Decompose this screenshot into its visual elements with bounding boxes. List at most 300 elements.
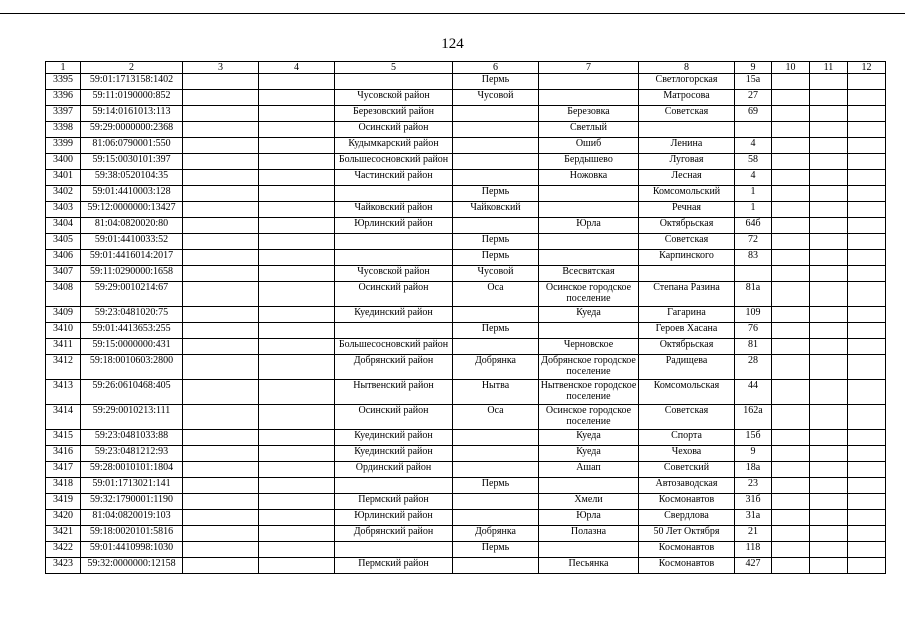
table-cell-col7 xyxy=(539,542,639,558)
table-cell-col4 xyxy=(259,405,335,430)
table-cell-col5: Добрянский район xyxy=(335,355,453,380)
table-row xyxy=(46,202,886,218)
table-cell-col2: 59:01:1713158:1402 xyxy=(81,74,183,90)
header-row xyxy=(46,62,886,74)
table-cell-col7: Ашап xyxy=(539,462,639,478)
column-header-3: 3 xyxy=(183,62,259,74)
table-cell-col8: Степана Разина xyxy=(639,282,735,307)
table-cell-col3 xyxy=(183,250,259,266)
table-cell-col11 xyxy=(810,446,848,462)
table-cell-col11 xyxy=(810,202,848,218)
table-cell-col4 xyxy=(259,170,335,186)
table-cell-col8 xyxy=(639,122,735,138)
table-cell-col3 xyxy=(183,282,259,307)
table-cell-col10 xyxy=(772,542,810,558)
table-cell-col9: 72 xyxy=(735,234,772,250)
table-cell-col6: Пермь xyxy=(453,186,539,202)
table-cell-col7: Куеда xyxy=(539,446,639,462)
table-cell-col2: 59:29:0010214:67 xyxy=(81,282,183,307)
table-row xyxy=(46,74,886,90)
table-cell-col1: 3406 xyxy=(46,250,81,266)
table-cell-col10 xyxy=(772,494,810,510)
table-cell-col10 xyxy=(772,74,810,90)
table-cell-col11 xyxy=(810,558,848,574)
table-cell-col4 xyxy=(259,355,335,380)
column-header-9: 9 xyxy=(735,62,772,74)
table-cell-col4 xyxy=(259,478,335,494)
table-cell-col2: 59:01:4410998:1030 xyxy=(81,542,183,558)
table-cell-col10 xyxy=(772,154,810,170)
table-cell-col7: Песьянка xyxy=(539,558,639,574)
table-cell-col7: Ножовка xyxy=(539,170,639,186)
table-cell-col2: 59:18:0020101:5816 xyxy=(81,526,183,542)
table-row xyxy=(46,526,886,542)
table-cell-col10 xyxy=(772,355,810,380)
table-row xyxy=(46,186,886,202)
table-cell-col7: Осинское городское поселение xyxy=(539,405,639,430)
table-row xyxy=(46,154,886,170)
table-cell-col4 xyxy=(259,380,335,405)
table-cell-col3 xyxy=(183,122,259,138)
table-cell-col11 xyxy=(810,138,848,154)
table-cell-col11 xyxy=(810,170,848,186)
table-cell-col9: 64б xyxy=(735,218,772,234)
table-cell-col5: Юрлинский район xyxy=(335,510,453,526)
table-cell-col3 xyxy=(183,355,259,380)
table-cell-col1: 3422 xyxy=(46,542,81,558)
table-cell-col1: 3400 xyxy=(46,154,81,170)
table-cell-col9: 1 xyxy=(735,186,772,202)
table-cell-col3 xyxy=(183,405,259,430)
table-cell-col8: Комсомольский xyxy=(639,186,735,202)
table-row xyxy=(46,218,886,234)
table-cell-col9: 81а xyxy=(735,282,772,307)
table-cell-col3 xyxy=(183,186,259,202)
table-cell-col5 xyxy=(335,74,453,90)
table-cell-col9: 109 xyxy=(735,307,772,323)
table-cell-col6: Оса xyxy=(453,282,539,307)
table-cell-col12 xyxy=(848,446,886,462)
table-cell-col11 xyxy=(810,380,848,405)
table-cell-col3 xyxy=(183,323,259,339)
table-cell-col4 xyxy=(259,446,335,462)
table-row xyxy=(46,405,886,430)
table-cell-col11 xyxy=(810,478,848,494)
table-cell-col3 xyxy=(183,170,259,186)
table-cell-col9: 44 xyxy=(735,380,772,405)
table-cell-col4 xyxy=(259,202,335,218)
table-cell-col2: 81:04:0820020:80 xyxy=(81,218,183,234)
table-cell-col5 xyxy=(335,234,453,250)
table-cell-col8: Чехова xyxy=(639,446,735,462)
table-cell-col12 xyxy=(848,355,886,380)
table-cell-col3 xyxy=(183,90,259,106)
table-cell-col8: Автозаводская xyxy=(639,478,735,494)
table-cell-col9: 23 xyxy=(735,478,772,494)
table-cell-col2: 81:06:0790001:550 xyxy=(81,138,183,154)
table-cell-col11 xyxy=(810,234,848,250)
table-cell-col2: 59:15:0000000:431 xyxy=(81,339,183,355)
table-row xyxy=(46,250,886,266)
table-cell-col6 xyxy=(453,170,539,186)
table-cell-col12 xyxy=(848,307,886,323)
table-cell-col6: Чусовой xyxy=(453,266,539,282)
table-cell-col5: Куединский район xyxy=(335,307,453,323)
table-cell-col11 xyxy=(810,250,848,266)
table-cell-col5: Большесосновский район xyxy=(335,339,453,355)
table-cell-col2: 59:12:0000000:13427 xyxy=(81,202,183,218)
table-cell-col10 xyxy=(772,138,810,154)
table-cell-col4 xyxy=(259,510,335,526)
table-cell-col7: Юрла xyxy=(539,218,639,234)
table-cell-col5: Осинский район xyxy=(335,405,453,430)
table-cell-col7 xyxy=(539,234,639,250)
table-cell-col6: Добрянка xyxy=(453,355,539,380)
table-cell-col8: Луговая xyxy=(639,154,735,170)
table-row xyxy=(46,462,886,478)
table-cell-col12 xyxy=(848,154,886,170)
table-row xyxy=(46,234,886,250)
table-cell-col8: Советская xyxy=(639,106,735,122)
table-cell-col8: Свердлова xyxy=(639,510,735,526)
table-row xyxy=(46,90,886,106)
table-cell-col5: Куединский район xyxy=(335,430,453,446)
table-cell-col6: Пермь xyxy=(453,74,539,90)
table-cell-col3 xyxy=(183,380,259,405)
table-cell-col4 xyxy=(259,122,335,138)
table-cell-col6 xyxy=(453,462,539,478)
table-cell-col2: 59:29:0000000:2368 xyxy=(81,122,183,138)
table-cell-col4 xyxy=(259,462,335,478)
table-cell-col9: 427 xyxy=(735,558,772,574)
table-cell-col4 xyxy=(259,307,335,323)
table-cell-col4 xyxy=(259,218,335,234)
table-cell-col5: Добрянский район xyxy=(335,526,453,542)
table-cell-col6: Пермь xyxy=(453,234,539,250)
table-row xyxy=(46,282,886,307)
table-cell-col2: 59:38:0520104:35 xyxy=(81,170,183,186)
table-row xyxy=(46,339,886,355)
table-cell-col11 xyxy=(810,510,848,526)
table-cell-col9: 31б xyxy=(735,494,772,510)
table-cell-col10 xyxy=(772,186,810,202)
table-cell-col2: 59:01:4416014:2017 xyxy=(81,250,183,266)
table-cell-col12 xyxy=(848,282,886,307)
table-cell-col5: Чайковский район xyxy=(335,202,453,218)
table-cell-col6 xyxy=(453,138,539,154)
table-cell-col3 xyxy=(183,542,259,558)
table-cell-col7: Осинское городское поселение xyxy=(539,282,639,307)
table-row xyxy=(46,430,886,446)
table-cell-col12 xyxy=(848,405,886,430)
table-cell-col8 xyxy=(639,266,735,282)
table-cell-col5 xyxy=(335,542,453,558)
table-cell-col6: Пермь xyxy=(453,478,539,494)
table-cell-col5 xyxy=(335,186,453,202)
table-cell-col11 xyxy=(810,218,848,234)
table-cell-col9: 83 xyxy=(735,250,772,266)
table-cell-col6: Пермь xyxy=(453,542,539,558)
table-cell-col9: 1 xyxy=(735,202,772,218)
table-cell-col3 xyxy=(183,558,259,574)
table-cell-col1: 3398 xyxy=(46,122,81,138)
table-cell-col12 xyxy=(848,526,886,542)
table-cell-col10 xyxy=(772,478,810,494)
table-cell-col8: Комсомольская xyxy=(639,380,735,405)
table-cell-col12 xyxy=(848,430,886,446)
table-cell-col8: Октябрьская xyxy=(639,218,735,234)
table-cell-col8: Советская xyxy=(639,234,735,250)
table-cell-col7: Бердышево xyxy=(539,154,639,170)
table-cell-col8: Октябрьская xyxy=(639,339,735,355)
table-cell-col5: Осинский район xyxy=(335,122,453,138)
table-cell-col8: Советская xyxy=(639,405,735,430)
table-cell-col8: Матросова xyxy=(639,90,735,106)
table-cell-col11 xyxy=(810,405,848,430)
table-cell-col7: Нытвенское городское поселение xyxy=(539,380,639,405)
table-cell-col10 xyxy=(772,526,810,542)
table-row xyxy=(46,106,886,122)
table-cell-col1: 3423 xyxy=(46,558,81,574)
table-cell-col12 xyxy=(848,186,886,202)
table-cell-col2: 59:01:1713021:141 xyxy=(81,478,183,494)
table-cell-col8: Ленина xyxy=(639,138,735,154)
table-cell-col8: 50 Лет Октября xyxy=(639,526,735,542)
table-cell-col6 xyxy=(453,218,539,234)
table-cell-col5: Пермский район xyxy=(335,494,453,510)
table-cell-col12 xyxy=(848,122,886,138)
table-cell-col1: 3415 xyxy=(46,430,81,446)
table-cell-col7 xyxy=(539,202,639,218)
table-cell-col2: 59:23:0481212:93 xyxy=(81,446,183,462)
table-cell-col10 xyxy=(772,170,810,186)
table-cell-col2: 59:32:0000000:12158 xyxy=(81,558,183,574)
table-cell-col10 xyxy=(772,250,810,266)
table-cell-col11 xyxy=(810,339,848,355)
table-cell-col1: 3397 xyxy=(46,106,81,122)
table-cell-col1: 3410 xyxy=(46,323,81,339)
table-cell-col1: 3418 xyxy=(46,478,81,494)
table-cell-col9: 9 xyxy=(735,446,772,462)
table-cell-col1: 3401 xyxy=(46,170,81,186)
table-cell-col12 xyxy=(848,339,886,355)
table-cell-col2: 59:14:0161013:113 xyxy=(81,106,183,122)
table-cell-col4 xyxy=(259,154,335,170)
table-cell-col9 xyxy=(735,122,772,138)
table-cell-col3 xyxy=(183,202,259,218)
table-cell-col4 xyxy=(259,74,335,90)
table-cell-col10 xyxy=(772,307,810,323)
table-cell-col4 xyxy=(259,138,335,154)
table-cell-col8: Речная xyxy=(639,202,735,218)
table-cell-col12 xyxy=(848,494,886,510)
table-cell-col7 xyxy=(539,323,639,339)
table-cell-col1: 3417 xyxy=(46,462,81,478)
table-cell-col2: 59:26:0610468:405 xyxy=(81,380,183,405)
table-cell-col7 xyxy=(539,186,639,202)
table-cell-col6 xyxy=(453,307,539,323)
table-cell-col1: 3404 xyxy=(46,218,81,234)
table-cell-col10 xyxy=(772,380,810,405)
table-cell-col1: 3402 xyxy=(46,186,81,202)
table-cell-col11 xyxy=(810,542,848,558)
table-cell-col1: 3416 xyxy=(46,446,81,462)
table-cell-col8: Космонавтов xyxy=(639,494,735,510)
table-cell-col7: Юрла xyxy=(539,510,639,526)
table-cell-col10 xyxy=(772,122,810,138)
table-cell-col2: 59:15:0030101:397 xyxy=(81,154,183,170)
table-cell-col5 xyxy=(335,323,453,339)
table-cell-col3 xyxy=(183,138,259,154)
column-header-1: 1 xyxy=(46,62,81,74)
column-header-8: 8 xyxy=(639,62,735,74)
table-cell-col3 xyxy=(183,430,259,446)
table-cell-col3 xyxy=(183,266,259,282)
table-cell-col4 xyxy=(259,526,335,542)
table-cell-col6 xyxy=(453,494,539,510)
table-cell-col11 xyxy=(810,526,848,542)
table-cell-col5: Березовский район xyxy=(335,106,453,122)
table-cell-col12 xyxy=(848,478,886,494)
table-cell-col3 xyxy=(183,234,259,250)
table-cell-col12 xyxy=(848,218,886,234)
table-cell-col6 xyxy=(453,122,539,138)
table-cell-col6 xyxy=(453,339,539,355)
table-cell-col1: 3407 xyxy=(46,266,81,282)
table-cell-col7: Всесвятская xyxy=(539,266,639,282)
table-cell-col5: Юрлинский район xyxy=(335,218,453,234)
table-cell-col10 xyxy=(772,446,810,462)
table-cell-col9: 81 xyxy=(735,339,772,355)
table-cell-col9: 21 xyxy=(735,526,772,542)
table-cell-col2: 59:28:0010101:1804 xyxy=(81,462,183,478)
table-cell-col8: Космонавтов xyxy=(639,542,735,558)
table-cell-col7: Березовка xyxy=(539,106,639,122)
table-cell-col10 xyxy=(772,430,810,446)
table-cell-col9: 69 xyxy=(735,106,772,122)
table-cell-col4 xyxy=(259,106,335,122)
table-cell-col12 xyxy=(848,510,886,526)
table-cell-col12 xyxy=(848,380,886,405)
table-cell-col4 xyxy=(259,90,335,106)
column-header-6: 6 xyxy=(453,62,539,74)
table-cell-col5: Нытвенский район xyxy=(335,380,453,405)
table-row xyxy=(46,380,886,405)
table-cell-col1: 3420 xyxy=(46,510,81,526)
table-cell-col9: 18а xyxy=(735,462,772,478)
table-cell-col11 xyxy=(810,74,848,90)
table-cell-col12 xyxy=(848,250,886,266)
table-cell-col12 xyxy=(848,266,886,282)
table-cell-col10 xyxy=(772,339,810,355)
table-cell-col10 xyxy=(772,266,810,282)
table-cell-col5: Чусовской район xyxy=(335,266,453,282)
table-row xyxy=(46,138,886,154)
table-cell-col4 xyxy=(259,266,335,282)
table-cell-col1: 3396 xyxy=(46,90,81,106)
table-cell-col9 xyxy=(735,266,772,282)
table-cell-col4 xyxy=(259,430,335,446)
table-cell-col7 xyxy=(539,74,639,90)
column-header-12: 12 xyxy=(848,62,886,74)
table-cell-col6: Чусовой xyxy=(453,90,539,106)
table-cell-col8: Героев Хасана xyxy=(639,323,735,339)
table-cell-col2: 59:01:4413653:255 xyxy=(81,323,183,339)
table-cell-col3 xyxy=(183,446,259,462)
table-cell-col9: 28 xyxy=(735,355,772,380)
table-cell-col7: Ошиб xyxy=(539,138,639,154)
table-cell-col5: Чусовской район xyxy=(335,90,453,106)
table-cell-col3 xyxy=(183,154,259,170)
table-cell-col5: Куединский район xyxy=(335,446,453,462)
table-cell-col6 xyxy=(453,106,539,122)
table-body xyxy=(46,74,886,574)
table-cell-col7: Полазна xyxy=(539,526,639,542)
table-row xyxy=(46,510,886,526)
table-cell-col3 xyxy=(183,218,259,234)
table-cell-col11 xyxy=(810,106,848,122)
table-cell-col8: Гагарина xyxy=(639,307,735,323)
table-cell-col2: 59:11:0290000:1658 xyxy=(81,266,183,282)
table-cell-col3 xyxy=(183,106,259,122)
table-cell-col1: 3403 xyxy=(46,202,81,218)
table-row xyxy=(46,122,886,138)
table-cell-col1: 3412 xyxy=(46,355,81,380)
column-header-2: 2 xyxy=(81,62,183,74)
table-cell-col6 xyxy=(453,510,539,526)
table-cell-col8: Советский xyxy=(639,462,735,478)
table-cell-col6: Оса xyxy=(453,405,539,430)
table-cell-col11 xyxy=(810,186,848,202)
table-cell-col1: 3395 xyxy=(46,74,81,90)
table-cell-col7: Добрянское городское поселение xyxy=(539,355,639,380)
table-cell-col6: Пермь xyxy=(453,323,539,339)
table-cell-col3 xyxy=(183,307,259,323)
table-cell-col11 xyxy=(810,430,848,446)
table-row xyxy=(46,307,886,323)
register-table xyxy=(45,61,886,574)
table-cell-col12 xyxy=(848,462,886,478)
table-row xyxy=(46,170,886,186)
table-cell-col12 xyxy=(848,234,886,250)
column-header-10: 10 xyxy=(772,62,810,74)
table-cell-col3 xyxy=(183,339,259,355)
table-cell-col12 xyxy=(848,323,886,339)
table-cell-col8: Радищева xyxy=(639,355,735,380)
table-cell-col10 xyxy=(772,234,810,250)
table-cell-col10 xyxy=(772,405,810,430)
table-cell-col7: Куеда xyxy=(539,307,639,323)
table-cell-col3 xyxy=(183,462,259,478)
table-cell-col2: 59:23:0481020:75 xyxy=(81,307,183,323)
table-cell-col1: 3408 xyxy=(46,282,81,307)
table-cell-col6 xyxy=(453,558,539,574)
column-header-7: 7 xyxy=(539,62,639,74)
table-cell-col5: Осинский район xyxy=(335,282,453,307)
table-cell-col4 xyxy=(259,234,335,250)
table-cell-col11 xyxy=(810,462,848,478)
table-cell-col2: 59:01:4410003:128 xyxy=(81,186,183,202)
table-cell-col12 xyxy=(848,558,886,574)
page-number: 124 xyxy=(441,36,464,52)
table-cell-col11 xyxy=(810,154,848,170)
table-cell-col6: Нытва xyxy=(453,380,539,405)
table-row xyxy=(46,446,886,462)
table-cell-col5: Большесосновский район xyxy=(335,154,453,170)
table-cell-col3 xyxy=(183,494,259,510)
table-cell-col5: Кудымкарский район xyxy=(335,138,453,154)
table-cell-col9: 15б xyxy=(735,430,772,446)
